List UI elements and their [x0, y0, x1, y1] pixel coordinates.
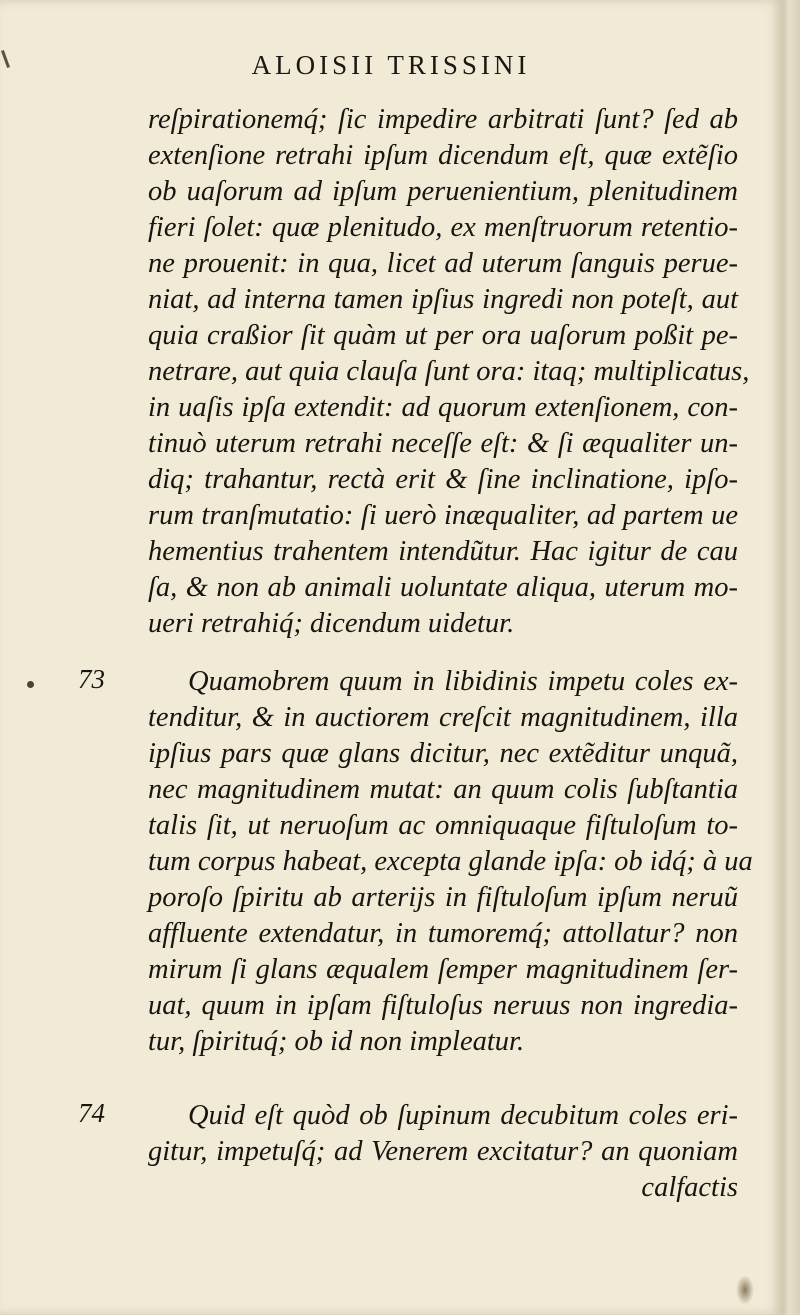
section-number-73: 73: [78, 664, 105, 694]
text-line: Quid eſt quòd ob ſupinum decubitum coles eri-: [188, 1100, 738, 1131]
text-line: tinuò uterum retrahi neceſſe eſt: & ſi æqualiter un-: [148, 428, 738, 459]
text-line: ſa, & non ab animali uoluntate aliqua, uterum mo-: [148, 572, 738, 603]
text-line: ipſius pars quæ glans dicitur, nec extẽditur unquã,: [148, 738, 738, 769]
text-line: ueri retrahiq́; dicendum uidetur.: [148, 608, 515, 639]
text-line: extenſione retrahi ipſum dicendum eſt, quæ extẽſio: [148, 140, 738, 171]
text-line: nec magnitudinem mutat: an quum colis ſubſtantia: [148, 774, 738, 805]
text-line: fieri ſolet: quæ plenitudo, ex menſtruorum retentio-: [148, 212, 738, 243]
text-line: tenditur, & in auctiorem creſcit magnitudinem, illa: [148, 702, 738, 733]
text-line: tum corpus habeat, excepta glande ipſa: ob idq́; à ua: [148, 846, 753, 877]
text-line: netrare, aut quia clauſa ſunt ora: itaq; multiplicatus,: [148, 356, 750, 387]
text-line: ne prouenit: in qua, licet ad uterum ſanguis perue-: [148, 248, 738, 279]
text-line: mirum ſi glans æqualem ſemper magnitudinem ſer-: [148, 954, 738, 985]
text-line: diq; trahantur, rectà erit & ſine inclinatione, ipſo-: [148, 464, 738, 495]
margin-dot-mark: [27, 681, 34, 688]
text-line: rum tranſmutatio: ſi uerò inæqualiter, ad partem ue: [148, 500, 738, 531]
text-line: poroſo ſpiritu ab arterijs in fiſtuloſum ipſum neruũ: [148, 882, 738, 913]
section-number-74: 74: [78, 1098, 105, 1128]
text-line: reſpirationemq́; ſic impedire arbitrati ſunt? ſed ab: [148, 104, 738, 135]
text-line: in uaſis ipſa extendit: ad quorum extenſionem, con-: [148, 392, 738, 423]
catchword: calfactis: [641, 1172, 738, 1203]
text-line: niat, ad interna tamen ipſius ingredi non poteſt, aut: [148, 284, 738, 315]
text-line: tur, ſpirituq́; ob id non impleatur.: [148, 1026, 525, 1057]
page-stain: [736, 1275, 754, 1305]
text-line: uat, quum in ipſam fiſtuloſus neruus non ingredia-: [148, 990, 738, 1021]
text-line: affluente extendatur, in tumoremq́; attollatur? non: [148, 918, 738, 949]
page-edge: [782, 0, 800, 1315]
text-line: ob uaſorum ad ipſum peruenientium, plenitudinem: [148, 176, 738, 207]
running-header: ALOISII TRISSINI: [251, 50, 531, 80]
text-line: gitur, impetuſq́; ad Venerem excitatur? an quoniam: [148, 1136, 738, 1167]
text-line: Quamobrem quum in libidinis impetu coles ex-: [188, 666, 738, 697]
text-line: hementius trahentem intendũtur. Hac igitur de cau: [148, 536, 738, 567]
text-line: quia craßior ſit quàm ut per ora uaſorum poßit pe-: [148, 320, 738, 351]
text-line: talis ſit, ut neruoſum ac omniquaque fiſtuloſum to-: [148, 810, 738, 841]
